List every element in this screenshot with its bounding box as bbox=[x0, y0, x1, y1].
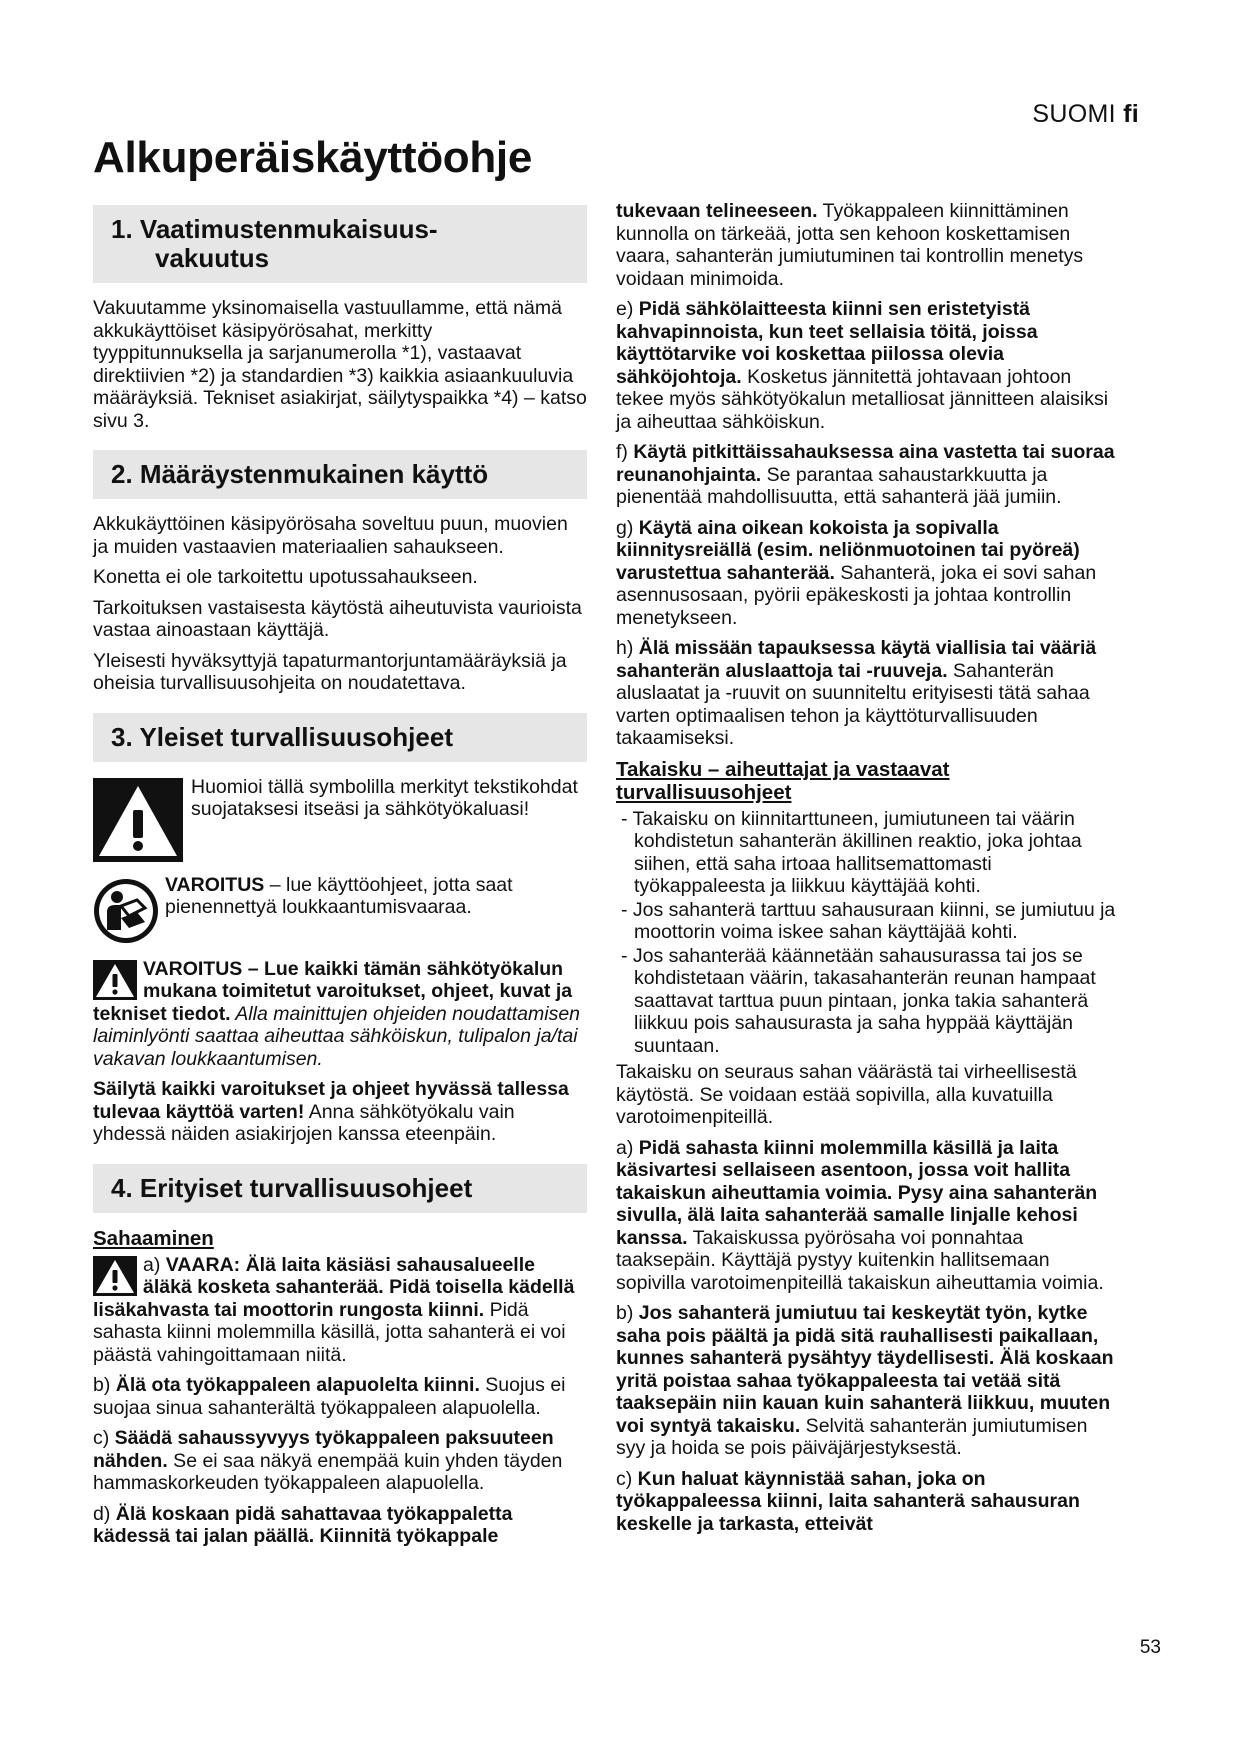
rule-g-prefix: g) bbox=[616, 516, 639, 539]
section-2-text-1: Akkukäyttöinen käsipyörösaha soveltuu puun, muovien ja muiden vastaavien materiaalien sahaukseen. bbox=[93, 513, 568, 558]
rule-a-bold: VAARA: Älä laita käsiäsi sahausalueelle äläkä kosketa sahanterää. Pidä toisella kädellä lisäkahvasta tai moottorin rungosta kiinni. bbox=[93, 1253, 575, 1321]
section-2-text-2: Konetta ei ole tarkoitettu upotussahaukseen. bbox=[93, 566, 478, 588]
rule-d-continued-text: Työkappaleen kiinnittäminen kunnolla on tärkeää, jotta sen kehoon koskettamisen vaara, sahanterän jumiutuminen tai kontrollin menetys voidaan minimoida. bbox=[616, 200, 1084, 290]
section-2-heading: 2. Määräystenmukainen käyttö bbox=[93, 450, 587, 499]
kickback-rule-b-text: Selvitä sahanterän jumiutumisen syy ja hoida se pois päiväjärjestyksestä. bbox=[616, 1414, 1088, 1459]
sawing-subheading: Sahaaminen bbox=[93, 1226, 214, 1250]
kickback-rule-b-bold: Jos sahanterä jumiutuu tai keskeytät työn, kytke saha pois päältä ja pidä sitä rauhallisesti paikallaan, kunnes sahanterä pysähtyy täydellisesti. Älä koskaan yritä poistaa sahaa työkappaleesta tai vetää sitä taaksepäin niin kauan kuin sahanterä liikkuu, muuten voi syntyä takaisku. bbox=[616, 1302, 1114, 1437]
general-warning-bold: VAROITUS – Lue kaikki tämän sähkötyökalun mukana toimitetut varoitukset, ohjeet, kuvat ja tekniset tiedot. bbox=[93, 957, 573, 1025]
right-column bbox=[616, 200, 1116, 1543]
rule-d-bold: Älä koskaan pidä sahattavaa työkappaletta kädessä tai jalan päällä. Kiinnitä työkappale bbox=[93, 1502, 513, 1547]
rule-d-continued-bold: tukevaan telineeseen. bbox=[616, 200, 818, 222]
left-column bbox=[93, 205, 587, 1556]
kickback-text: Takaisku on seuraus sahan väärästä tai virheellisestä käytöstä. Se voidaan estää sopivilla, alla kuvatuilla varotoimenpiteillä. bbox=[616, 1061, 1077, 1128]
save-instructions bbox=[93, 1078, 587, 1146]
language-code: fi bbox=[1123, 100, 1139, 128]
rule-b-text: Suojus ei suojaa sinua sahanterältä työkappaleen alapuolella. bbox=[93, 1374, 566, 1419]
general-warning-text bbox=[93, 958, 587, 1071]
section-2-text-3: Tarkoituksen vastaisesta käytöstä aiheutuvista vaurioista vastaa ainoastaan käyttäjä. bbox=[93, 596, 582, 641]
page-title: Alkuperäiskäyttöohje bbox=[93, 133, 533, 182]
section-1-text: Vakuutamme yksinomaisella vastuullamme, että nämä akkukäyttöiset käsipyörösahat, merkitty tyyppitunnuksella ja sarjanumerolla *1), vastaavat direktiivien *2) ja standardien *3) kaikkia asiaankuuluvia määräyksiä. Tekniset asiakirjat, säilytyspaikka *4) – katso sivu 3. bbox=[93, 297, 587, 432]
read-manual-icon bbox=[93, 878, 159, 944]
section-1-heading bbox=[93, 205, 587, 283]
list-item: - Takaisku on kiinnitarttuneen, jumiutuneen tai väärin kohdistetun sahanterän äkillinen reaktio, joka johtaa siihen, että saha irtoaa hallitsemattomasti työkappaleesta ja liikkuu käyttäjää kohti. bbox=[621, 807, 1082, 897]
warning-triangle-icon bbox=[93, 778, 183, 862]
section-1-title-line1: Vaatimustenmukaisuus- bbox=[139, 214, 438, 244]
kickback-subheading: Takaisku – aiheuttajat ja vastaavat turvallisuusohjeet bbox=[616, 757, 950, 804]
page-number: 53 bbox=[1139, 1637, 1161, 1658]
rule-b-prefix: b) bbox=[93, 1374, 116, 1396]
kickback-rule-a-prefix: a) bbox=[616, 1136, 639, 1159]
rule-d-prefix: d) bbox=[93, 1502, 116, 1525]
kickback-rule-c-prefix: c) bbox=[616, 1467, 638, 1490]
rule-c-text: Se ei saa näkyä enempää kuin yhden täyden hammaskorkeuden työkappaleen alapuolella. bbox=[93, 1449, 563, 1494]
kickback-rule-a bbox=[616, 1137, 1116, 1295]
language-name: SUOMI bbox=[1032, 100, 1116, 128]
symbol-note-block bbox=[93, 776, 587, 864]
rule-h-bold: Älä missään tapauksessa käytä viallisia tai vääriä sahanterän aluslaattoja tai -ruuveja. bbox=[616, 637, 1097, 682]
rule-f-bold: Käytä pitkittäissahauksessa aina vastetta tai suoraa reunanohjainta. bbox=[616, 441, 1115, 486]
rule-d bbox=[93, 1503, 587, 1548]
language-label bbox=[1032, 100, 1139, 129]
kickback-rule-a-bold: Pidä sahasta kiinni molemmilla käsillä ja laita käsivartesi sellaiseen asentoon, jossa voit hallita takaiskun aiheuttamia voimia. Pysy aina sahanterän sivulla, älä laita sahanterää samalle linjalle kehosi kanssa. bbox=[616, 1136, 1098, 1249]
warning-triangle-icon bbox=[93, 1256, 137, 1296]
rule-e bbox=[616, 298, 1116, 433]
general-warning-italic: Alla mainittujen ohjeiden noudattamisen laiminlyönti saattaa aiheuttaa sähköiskun, tulipalon ja/tai vakavan loukkaantumisen. bbox=[93, 1002, 581, 1070]
rule-e-bold: Pidä sähkölaitteesta kiinni sen eristetyistä kahvapinnoista, kun teet sellaisia töitä, joissa käyttötarvike voi koskettaa piilossa olevia sähköjohtoja. bbox=[616, 298, 1038, 388]
rule-c-prefix: c) bbox=[93, 1427, 115, 1449]
section-2-text-4: Yleisesti hyväksyttyjä tapaturmantorjuntamääräyksiä ja oheisia turvallisuusohjeita on noudatettava. bbox=[93, 649, 567, 694]
save-instructions-text: Anna sähkötyökalu vain yhdessä näiden asiakirjojen kanssa eteenpäin. bbox=[93, 1100, 515, 1145]
rule-h-prefix: h) bbox=[616, 637, 639, 659]
rule-e-text: Kosketus jännitettä johtavaan johtoon tekee myös sähkötyökalun metalliosat jännitteen alaisiksi ja aiheuttaa sähköiskun. bbox=[616, 365, 1109, 433]
section-4-heading: 4. Erityiset turvallisuusohjeet bbox=[93, 1164, 587, 1213]
save-instructions-bold: Säilytä kaikki varoitukset ja ohjeet hyvässä tallessa tulevaa käyttöä varten! bbox=[93, 1078, 569, 1123]
rule-h-text: Sahanterän aluslaatat ja -ruuvit on suunniteltu erityisesti tätä sahaa varten optimaalisen tehon ja käyttöturvallisuuden takaamiseksi. bbox=[616, 659, 1090, 749]
kickback-list bbox=[616, 808, 1116, 1058]
list-item: - Jos sahanterää käännetään sahausurassa tai jos se kohdistetaan väärin, takasahanterän reunan hampaat saattavat tarttua puun pintaan, jonka takia sahanterä liikkuu pois sahausurasta ja saha hyppää käyttäjän suuntaan. bbox=[621, 944, 1096, 1057]
rule-f bbox=[616, 441, 1116, 509]
rule-d-continued bbox=[616, 200, 1116, 290]
rule-g-bold: Käytä aina oikean kokoista ja sopivalla kiinnitysreiällä (esim. neliönmuotoinen tai pyöreä) varustettua sahanterää. bbox=[616, 516, 1080, 584]
rule-h bbox=[616, 637, 1116, 750]
warning-triangle-icon bbox=[93, 960, 137, 1000]
kickback-rule-c bbox=[616, 1468, 1116, 1536]
read-manual-text bbox=[95, 874, 587, 919]
rule-a bbox=[93, 1254, 587, 1367]
rule-f-prefix: f) bbox=[616, 441, 634, 463]
read-manual-block bbox=[93, 874, 587, 944]
danger-block bbox=[93, 1254, 587, 1367]
read-manual-warning-label: VAROITUS bbox=[165, 873, 265, 896]
rule-f-text: Se parantaa sahaustarkkuutta ja pienentää mahdollisuutta, että sahanterä jää jumiin. bbox=[616, 463, 1062, 508]
rule-b-bold: Älä ota työkappaleen alapuolelta kiinni. bbox=[115, 1374, 480, 1396]
kickback-rule-b bbox=[616, 1302, 1116, 1460]
rule-c-bold: Säädä sahaussyvyys työkappaleen paksuuteen nähden. bbox=[93, 1427, 554, 1472]
rule-b bbox=[93, 1374, 587, 1419]
section-1-title-line2: vakuutus bbox=[155, 243, 270, 273]
list-item: - Jos sahanterä tarttuu sahausuraan kiinni, se jumiutuu ja moottorin voima iskee sahan käyttäjää kohti. bbox=[621, 898, 1116, 943]
rule-e-prefix: e) bbox=[616, 298, 639, 320]
read-manual-warning-text: – lue käyttöohjeet, jotta saat pienennettyä loukkaantumisvaaraa. bbox=[165, 873, 513, 918]
kickback-rule-a-text: Takaiskussa pyörösaha voi ponnahtaa taaksepäin. Käyttäjä pystyy kuitenkin hallitsemaan sopivilla varotoimenpiteillä takaiskun aiheuttamia voimia. bbox=[616, 1226, 1104, 1294]
section-3-heading: 3. Yleiset turvallisuusohjeet bbox=[93, 713, 587, 762]
rule-a-prefix: a) bbox=[143, 1253, 166, 1276]
section-1-number: 1. bbox=[111, 214, 133, 244]
general-warning-block bbox=[93, 958, 587, 1071]
symbol-note-text: Huomioi tällä symbolilla merkityt tekstikohdat suojataksesi itseäsi ja sähkötyökaluasi! bbox=[191, 775, 578, 820]
rule-g-text: Sahanterä, joka ei sovi sahan asennusosaan, pyörii epäkeskosti ja johtaa kontrollin menetykseen. bbox=[616, 561, 1097, 629]
rule-c bbox=[93, 1427, 587, 1495]
rule-a-text: Pidä sahasta kiinni molemmilla käsillä, jotta sahanterä ei voi päästä vahingoittamaan niitä. bbox=[93, 1298, 566, 1366]
rule-g bbox=[616, 517, 1116, 630]
kickback-rule-b-prefix: b) bbox=[616, 1302, 639, 1324]
kickback-rule-c-bold: Kun haluat käynnistää sahan, joka on työkappaleessa kiinni, laita sahanterä sahausuran keskelle ja tarkasta, etteivät bbox=[616, 1467, 1080, 1535]
